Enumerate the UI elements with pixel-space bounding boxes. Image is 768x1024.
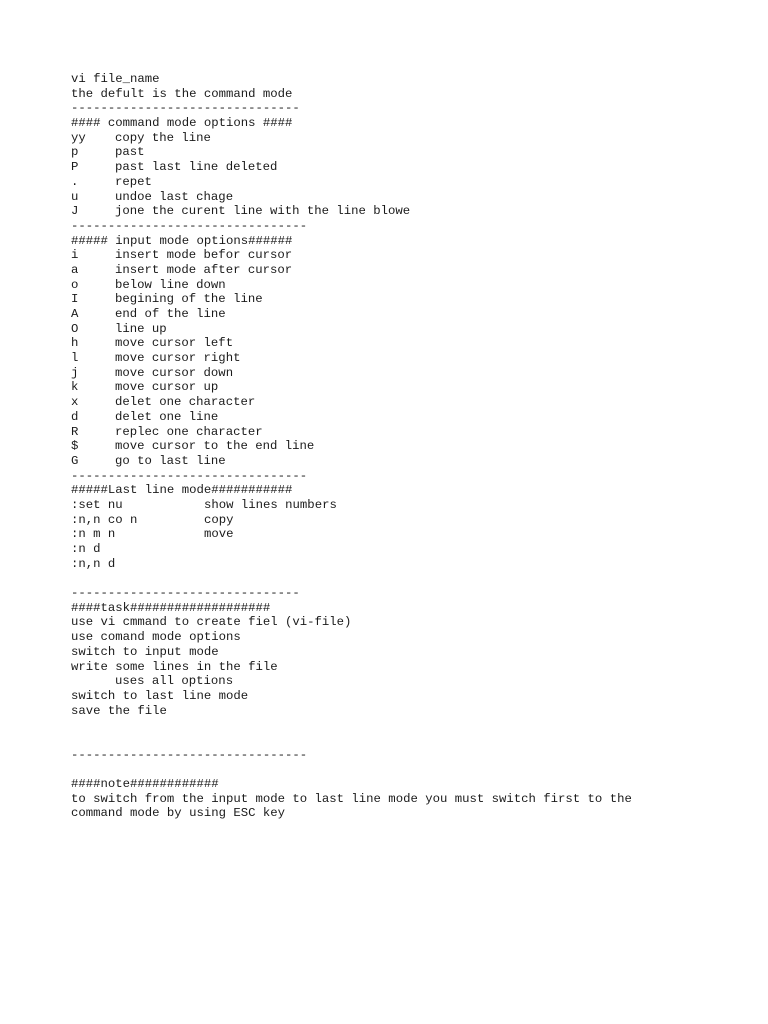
blank-line: [71, 571, 751, 586]
blank-line: [71, 718, 751, 733]
separator: --------------------------------: [71, 218, 308, 233]
command-key: yy: [71, 130, 86, 145]
command-desc: copy the line: [115, 130, 211, 145]
list-item: [71, 131, 751, 146]
list-item: [71, 336, 751, 351]
task-line: save the file: [71, 703, 167, 718]
text-document: [71, 72, 751, 821]
list-item: [71, 307, 751, 322]
command-desc: move cursor down: [115, 365, 234, 380]
command-desc: move cursor up: [115, 380, 219, 395]
list-item: [71, 366, 751, 381]
list-item: [71, 322, 751, 337]
list-item: [71, 513, 751, 528]
command-desc: repet: [115, 174, 152, 189]
command-desc: delet one line: [115, 409, 219, 424]
note-line: command mode by using ESC key: [71, 806, 286, 821]
command-key: d: [71, 409, 79, 424]
list-item: [71, 410, 751, 425]
command-key: h: [71, 336, 79, 351]
list-item: [71, 248, 751, 263]
command-key: J: [71, 204, 79, 219]
blank-line: [71, 733, 751, 748]
list-item: [71, 454, 751, 469]
list-item: [71, 395, 751, 410]
list-item: [71, 498, 751, 513]
last-line-mode-list: [71, 498, 751, 571]
command-desc: move cursor right: [115, 351, 241, 366]
command-desc: past last line deleted: [115, 160, 278, 175]
command-key: :n m n: [71, 527, 116, 542]
command-key: :set nu: [71, 497, 123, 512]
list-item: [71, 542, 751, 557]
list-item: [71, 439, 751, 454]
command-desc: jone the curent line with the line blowe: [115, 204, 411, 219]
command-desc: move cursor to the end line: [115, 439, 315, 454]
command-key: k: [71, 380, 79, 395]
list-item: [71, 204, 751, 219]
command-key: o: [71, 277, 79, 292]
intro-command: vi file_name: [71, 72, 160, 86]
command-key: j: [71, 365, 79, 380]
command-desc: past: [115, 145, 145, 160]
command-key: :n d: [71, 542, 101, 556]
command-desc: delet one character: [115, 395, 256, 410]
command-key: $: [71, 439, 79, 454]
command-key: A: [71, 307, 79, 321]
command-desc: move: [204, 527, 234, 542]
note-heading: ####note############: [71, 777, 219, 791]
command-key: l: [71, 351, 79, 366]
command-desc: insert mode after cursor: [115, 262, 293, 277]
command-desc: insert mode befor cursor: [115, 248, 293, 263]
command-desc: undoe last chage: [115, 189, 234, 204]
list-item: [71, 175, 751, 190]
list-item: [71, 145, 751, 160]
command-key: P: [71, 160, 79, 175]
command-key: i: [71, 248, 79, 263]
list-item: [71, 263, 751, 278]
task-line: use comand mode options: [71, 630, 241, 645]
command-key: :n,n d: [71, 556, 116, 571]
command-desc: copy: [204, 512, 234, 527]
command-key: :n,n co n: [71, 512, 138, 527]
command-key: .: [71, 174, 79, 189]
list-item: [71, 160, 751, 175]
command-key: u: [71, 189, 79, 204]
task-line: switch to last line mode: [71, 688, 249, 703]
command-desc: go to last line: [115, 453, 226, 468]
task-heading: ####task###################: [71, 600, 271, 615]
separator: --------------------------------: [71, 468, 308, 483]
list-item: [71, 190, 751, 205]
list-item: [71, 380, 751, 395]
last-line-mode-heading: #####Last line mode###########: [71, 483, 293, 498]
list-item: [71, 425, 751, 440]
list-item: [71, 278, 751, 293]
separator: -------------------------------: [71, 101, 300, 116]
command-desc: line up: [115, 321, 167, 336]
list-item: [71, 557, 751, 572]
task-line-indented: uses all options: [115, 674, 234, 689]
command-desc: begining of the line: [115, 292, 263, 307]
input-mode-list: [71, 248, 751, 468]
task-line: write some lines in the file: [71, 659, 278, 674]
separator: -------------------------------: [71, 586, 300, 601]
command-mode-heading: #### command mode options ####: [71, 116, 293, 131]
task-line: switch to input mode: [71, 644, 219, 659]
command-desc: end of the line: [115, 307, 226, 321]
command-key: O: [71, 321, 79, 336]
command-desc: below line down: [115, 277, 226, 292]
command-key: a: [71, 262, 79, 277]
input-mode-heading: ##### input mode options######: [71, 233, 293, 248]
task-line: use vi cmmand to create fiel (vi-file): [71, 615, 352, 630]
intro-note: the defult is the command mode: [71, 86, 293, 101]
list-item: [71, 527, 751, 542]
command-desc: show lines numbers: [204, 497, 337, 512]
note-line: to switch from the input mode to last line mode you must switch first to the: [71, 791, 632, 806]
command-key: G: [71, 453, 79, 468]
command-key: p: [71, 145, 79, 160]
separator: --------------------------------: [71, 747, 308, 762]
list-item: [71, 351, 751, 366]
command-key: R: [71, 424, 79, 439]
command-desc: replec one character: [115, 424, 263, 439]
command-key: x: [71, 395, 79, 410]
list-item: [71, 292, 751, 307]
blank-line: [71, 762, 751, 777]
command-desc: move cursor left: [115, 336, 234, 351]
command-key: I: [71, 292, 79, 307]
command-mode-list: [71, 131, 751, 219]
